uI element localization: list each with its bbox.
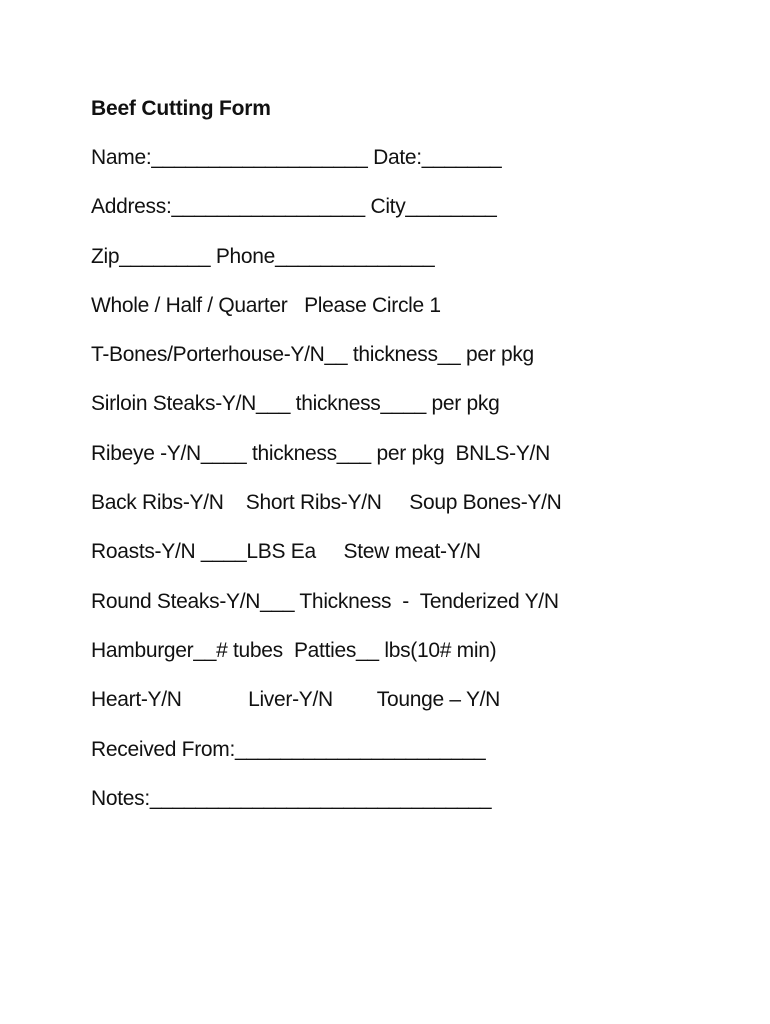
- portion-choice-line: Whole / Half / Quarter Please Circle 1: [91, 293, 441, 317]
- address-city-line: Address:_________________ City________: [91, 195, 497, 219]
- hamburger-patties-line: Hamburger__# tubes Patties__ lbs(10# min): [91, 638, 497, 662]
- beef-cutting-form: [91, 94, 751, 833]
- zip-phone-line: Zip________ Phone______________: [91, 244, 435, 268]
- organ-meats-line: Heart-Y/N Liver-Y/N Tounge – Y/N: [91, 688, 501, 712]
- form-title: Beef Cutting Form: [91, 97, 271, 120]
- round-steaks-line: Round Steaks-Y/N___ Thickness - Tenderized Y/N: [91, 589, 559, 613]
- ribs-soup-bones-line: Back Ribs-Y/N Short Ribs-Y/N Soup Bones-Y/N: [91, 491, 562, 515]
- tbone-porterhouse-line: T-Bones/Porterhouse-Y/N__ thickness__ per pkg: [91, 343, 534, 367]
- ribeye-line: Ribeye -Y/N____ thickness___ per pkg BNLS-Y/N: [91, 441, 550, 465]
- received-from-line: Received From:______________________: [91, 737, 486, 761]
- name-date-line: Name:___________________ Date:_______: [91, 146, 502, 169]
- sirloin-steaks-line: Sirloin Steaks-Y/N___ thickness____ per pkg: [91, 392, 500, 416]
- roasts-stew-meat-line: Roasts-Y/N ____LBS Ea Stew meat-Y/N: [91, 540, 481, 564]
- notes-line: Notes:______________________________: [91, 786, 492, 810]
